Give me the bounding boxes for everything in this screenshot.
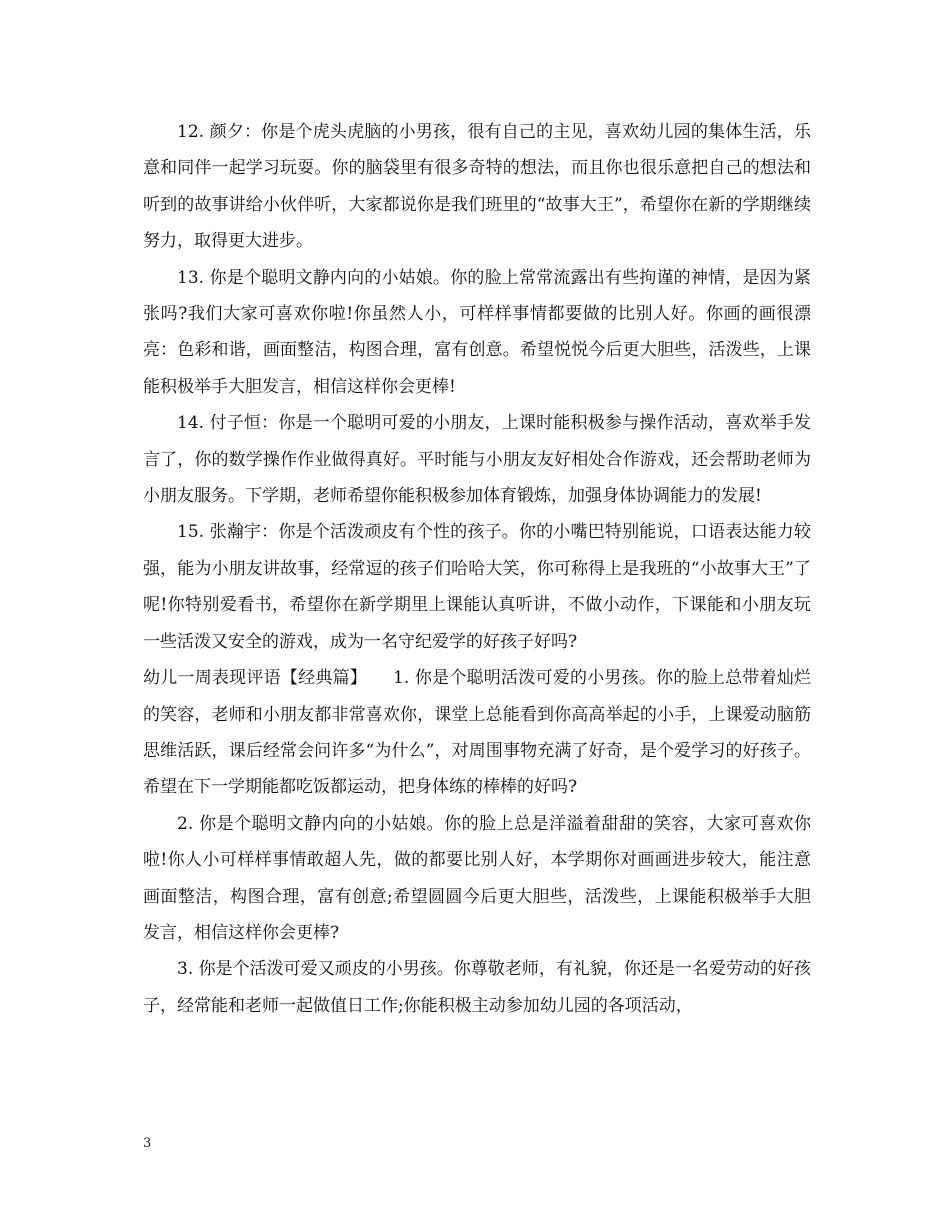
paragraph-12: 12. 颜夕：你是个虎头虎脑的小男孩，很有自己的主见，喜欢幼儿园的集体生活，乐意和同伴一起学习玩耍。你的脑袋里有很多奇特的想法，而且你也很乐意把自己的想法和听到的故事讲给小伙伴听，大家都说你是我们班里的“故事大王”，希望你在新的学期继续努力，取得更大进步。	[143, 122, 811, 252]
document-body	[143, 114, 811, 1024]
paragraph-14: 14. 付子恒：你是一个聪明可爱的小朋友，上课时能积极参与操作活动，喜欢举手发言了，你的数学操作作业做得真好。平时能与小朋友友好相处合作游戏，还会帮助老师为小朋友服务。下学期，老师希望你能积极参加体育锻炼，加强身体协调能力的发展!	[143, 413, 811, 507]
paragraph-classic-2: 2. 你是个聪明文静内向的小姑娘。你的脸上总是洋溢着甜甜的笑容，大家可喜欢你啦!你人小可样样事情敢超人先，做的都要比别人好，本学期你对画画进步较大，能注意画面整洁，构图合理，富有创意;希望圆圆今后更大胆些，活泼些，上课能积极举手大胆发言，相信这样你会更棒?	[143, 813, 811, 943]
page-number: 3	[143, 1136, 152, 1151]
paragraph-15: 15. 张瀚宇：你是个活泼顽皮有个性的孩子。你的小嘴巴特别能说，口语表达能力较强，能为小朋友讲故事，经常逗的孩子们哈哈大笑，你可称得上是我班的“小故事大王”了呢!你特别爱看书，希望你在新学期里上课能认真听讲，不做小动作，下课能和小朋友玩一些活泼又安全的游戏，成为一名守纪爱学的好孩子好吗?	[143, 522, 811, 652]
paragraph-13: 13. 你是个聪明文静内向的小姑娘。你的脸上常常流露出有些拘谨的神情，是因为紧张吗?我们大家可喜欢你啦!你虽然人小，可样样事情都要做的比别人好。你画的画很漂亮：色彩和谐，画面整洁，构图合理，富有创意。希望悦悦今后更大胆些，活泼些，上课能积极举手大胆发言，相信这样你会更棒!	[143, 267, 811, 397]
paragraph-classic-3: 3. 你是个活泼可爱又顽皮的小男孩。你尊敬老师，有礼貌，你还是一名爱劳动的好孩子，经常能和老师一起做值日工作;你能积极主动参加幼儿园的各项活动，	[143, 959, 811, 1016]
paragraph-classic-1: 幼儿一周表现评语【经典篇】 1. 你是个聪明活泼可爱的小男孩。你的脸上总带着灿烂的笑容，老师和小朋友都非常喜欢你，课堂上总能看到你高高举起的小手，上课爱动脑筋思维活跃，课后经常会问许多“为什么”，对周围事物充满了好奇，是个爱学习的好孩子。希望在下一学期能都吃饭都运动，把身体练的棒棒的好吗?	[143, 668, 811, 798]
